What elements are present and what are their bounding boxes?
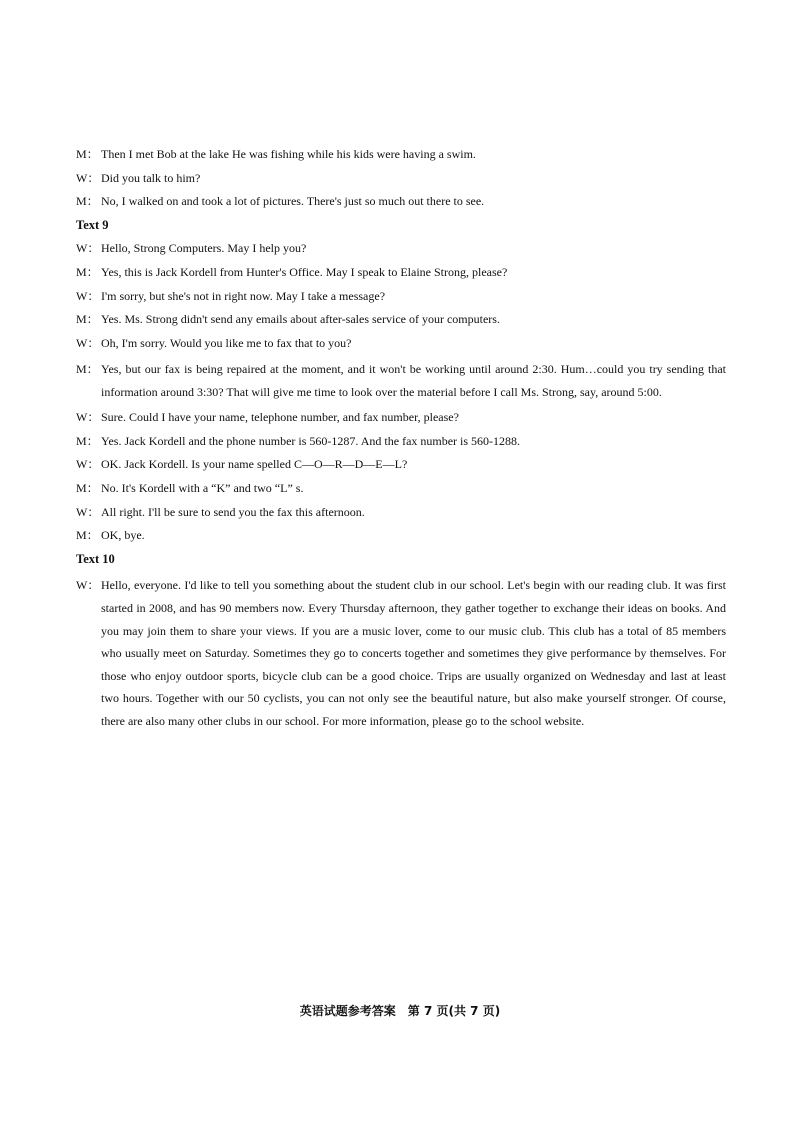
dialogue-line — [76, 504, 726, 520]
dialogue-line — [76, 527, 726, 543]
speaker-label: M： — [76, 147, 99, 161]
speaker-label: W： — [76, 504, 100, 519]
speaker-label: W： — [76, 578, 100, 593]
dialogue-text: Hello, Strong Computers. May I help you? — [101, 241, 307, 256]
dialogue-line — [76, 480, 726, 496]
dialogue-text: Yes, this is Jack Kordell from Hunter's Office. May I speak to Elaine Strong, please? — [101, 264, 508, 279]
dialogue-line — [76, 311, 726, 327]
dialogue-text: No, I walked on and took a lot of pictures. There's just so much out there to see. — [101, 194, 485, 209]
speaker-label: W： — [76, 241, 100, 256]
speaker-label: W： — [76, 457, 100, 472]
dialogue-line — [76, 409, 726, 425]
dialogue-line — [76, 193, 726, 209]
dialogue-text: Then I met Bob at the lake He was fishing while his kids were having a swim. — [101, 147, 476, 161]
dialogue-text: No. It's Kordell with a “K” and two “L” s. — [101, 481, 304, 495]
dialogue-text: Yes. Ms. Strong didn't send any emails about after-sales service of your computers. — [101, 312, 500, 327]
dialogue-line — [76, 574, 726, 732]
dialogue-text: All right. I'll be sure to send you the fax this afternoon. — [101, 504, 365, 519]
speaker-label: M： — [76, 264, 99, 279]
dialogue-text: I'm sorry, but she's not in right now. May I take a message? — [101, 288, 386, 303]
dialogue-line — [76, 288, 726, 304]
speaker-label: M： — [76, 433, 99, 448]
speaker-label: W： — [76, 170, 100, 185]
dialogue-line — [76, 170, 726, 186]
section-title: Text 10 — [76, 551, 115, 566]
speaker-label: M： — [76, 362, 99, 377]
speaker-label: M： — [76, 481, 99, 495]
speaker-label: W： — [76, 288, 100, 303]
dialogue-line — [76, 240, 726, 256]
dialogue-line — [76, 358, 726, 403]
document-body — [76, 146, 726, 738]
dialogue-line — [76, 264, 726, 280]
dialogue-line — [76, 433, 726, 449]
dialogue-text: OK, bye. — [101, 528, 145, 543]
dialogue-text: OK. Jack Kordell. Is your name spelled C—O—R—D—E—L? — [101, 457, 408, 472]
dialogue-line — [76, 456, 726, 472]
dialogue-text: Hello, everyone. I'd like to tell you something about the student club in our school. Let's begin with our reading club. It was first started in 2008, and has 90 members now. Every Thursday afternoon, they gather together to exchange their ideas on books. And you may join them to share your views. If you are a music lover, come to our music club. This club has a total of 85 members who usually meet on Saturday. Sometimes they go to concerts together and sometimes they give performance by themselves. For those who enjoy outdoor sports, bicycle club can be a good choice. Trips are usually organized on Wednesday and last at least two hours. Together with our 50 cyclists, you can not only see the beautiful nature, but also make yourself stronger. Of course, there are also many other clubs in our school. For more information, please go to the school website. — [101, 578, 726, 728]
section-title: Text 9 — [76, 217, 109, 232]
dialogue-line — [76, 146, 726, 162]
page-footer: 英语试题参考答案 第 7 页(共 7 页) — [299, 1004, 501, 1018]
dialogue-text: Oh, I'm sorry. Would you like me to fax that to you? — [101, 335, 352, 350]
dialogue-line — [76, 335, 726, 351]
speaker-label: M： — [76, 312, 99, 327]
speaker-label: W： — [76, 410, 100, 425]
dialogue-text: Did you talk to him? — [101, 170, 201, 185]
speaker-label: W： — [76, 335, 100, 350]
dialogue-text: Sure. Could I have your name, telephone number, and fax number, please? — [101, 410, 459, 425]
dialogue-text: Yes. Jack Kordell and the phone number is 560-1287. And the fax number is 560-1288. — [101, 433, 521, 448]
speaker-label: M： — [76, 528, 99, 543]
speaker-label: M： — [76, 194, 99, 209]
dialogue-text: Yes, but our fax is being repaired at the moment, and it won't be working until around 2:30. Hum…could you try sending that information around 3:30? That will give me time to look over the material before I call Ms. Strong, say, around 5:00. — [101, 362, 726, 399]
